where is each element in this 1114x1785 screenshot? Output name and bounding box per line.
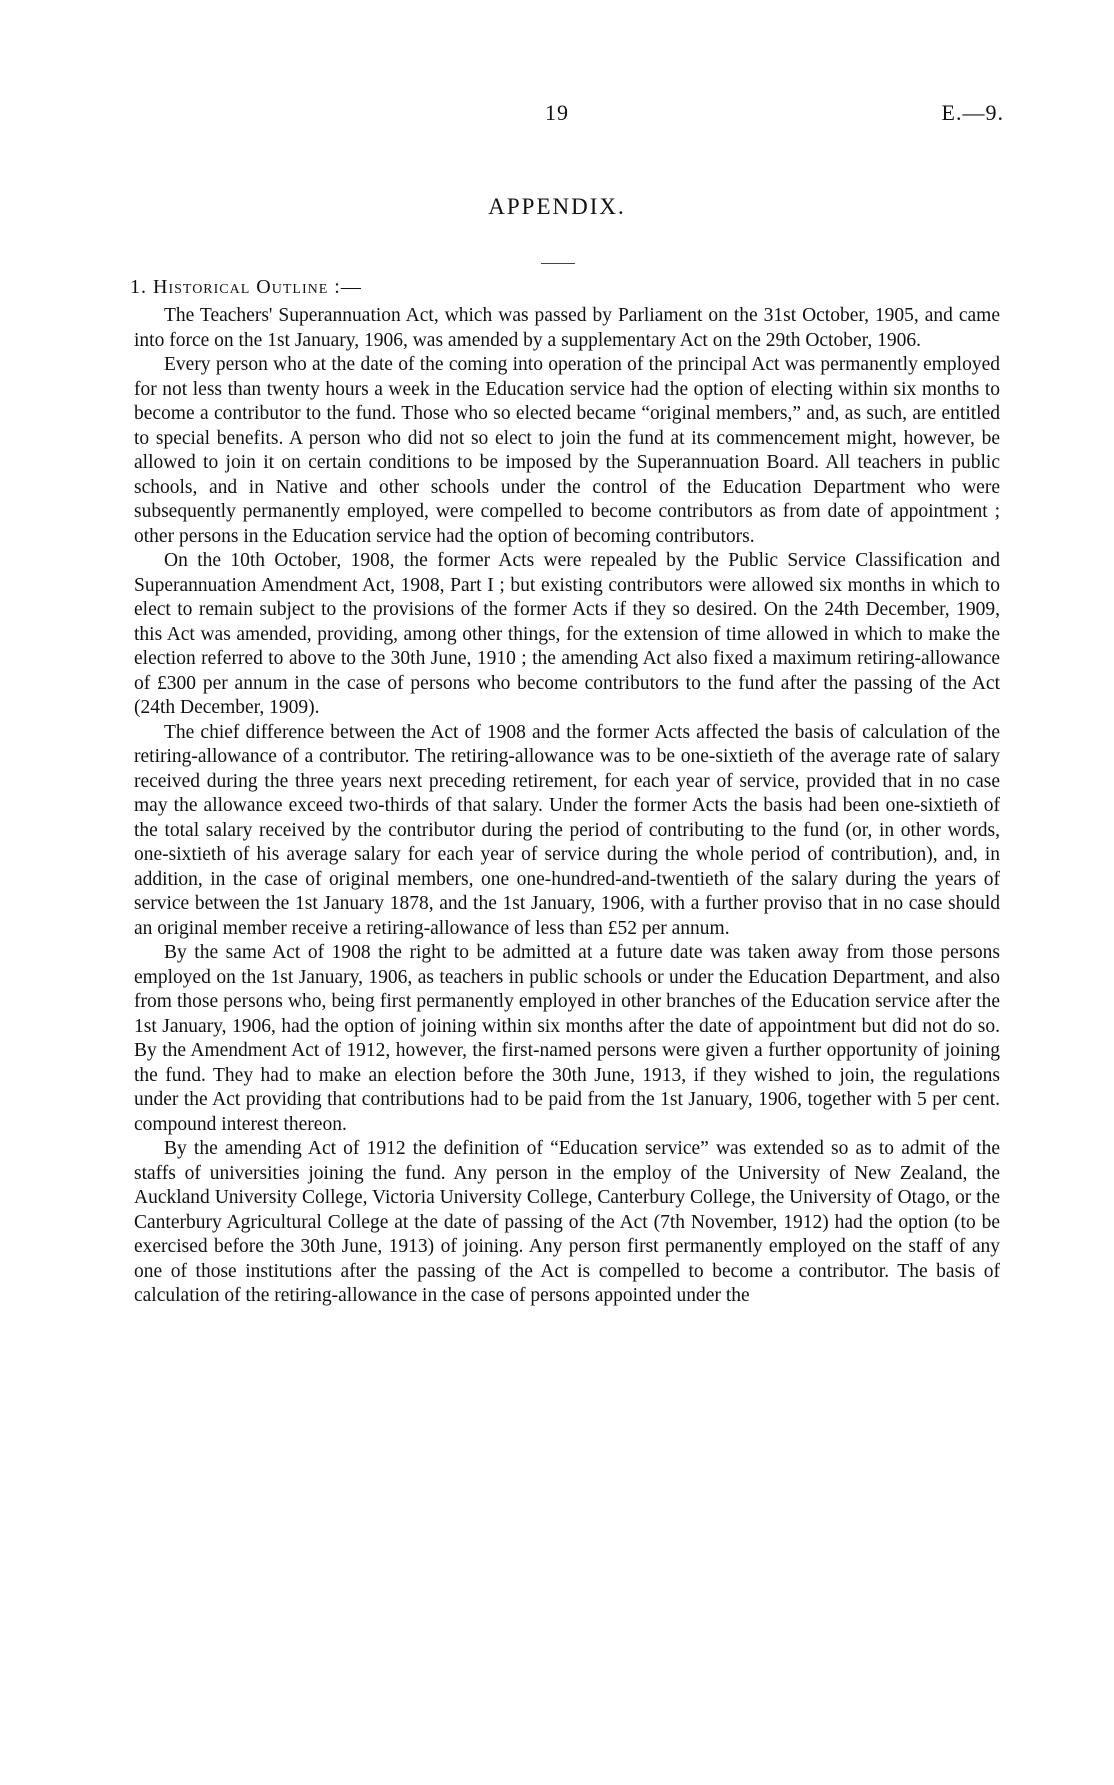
paragraph: On the 10th October, 1908, the former Acts were repealed by the Public Service Classification and Superannuation Amendment Act, 1908, Part I ; but existing contributors were allowed six months in which to elect to remain subject to the provisions of the former Acts if they so desired. On the 24th December, 1909, this Act was amended, providing, among other things, for the extension of time allowed in which to make the election referred to above to the 30th June, 1910 ; the amending Act also fixed a maximum retiring-allowance of £300 per annum in the case of persons who become contributors to the fund after the passing of the Act (24th December, 1909). (134, 550, 1000, 718)
section-heading: 1. Historical Outline :— (130, 276, 362, 298)
body-text (134, 304, 1000, 1309)
paragraph: The Teachers' Superannuation Act, which was passed by Parliament on the 31st October, 1905, and came into force on the 1st January, 1906, was amended by a supplementary Act on the 29th October, 1906. (134, 305, 1000, 351)
title-divider (541, 263, 575, 264)
paragraph: By the same Act of 1908 the right to be admitted at a future date was taken away from those persons employed on the 1st January, 1906, as teachers in public schools or under the Education Department, and also from those persons who, being first permanently employed in other branches of the Education service after the 1st January, 1906, had the option of joining within six months after the date of appointment but did not do so. By the Amendment Act of 1912, however, the first-named persons were given a further opportunity of joining the fund. They had to make an election before the 30th June, 1913, if they wished to join, the regulations under the Act providing that contributions had to be paid from the 1st January, 1906, together with 5 per cent. compound interest thereon. (134, 942, 1000, 1135)
document-reference: E.—9. (941, 100, 1004, 125)
appendix-title: APPENDIX. (488, 194, 626, 219)
paragraph: By the amending Act of 1912 the definition of “Education service” was extended so as to admit of the staffs of universities joining the fund. Any person in the employ of the University of New Zealand, the Auckland University College, Victoria University College, Canterbury College, the University of Otago, or the Canterbury Agricultural College at the date of passing of the Act (7th November, 1912) had the option (to be exercised before the 30th June, 1913) of joining. Any person first permanently employed on the staff of any one of those institutions after the passing of the Act is compelled to become a contributor. The basis of calculation of the retiring-allowance in the case of persons appointed under the (134, 1138, 1000, 1306)
paragraph: Every person who at the date of the coming into operation of the principal Act was permanently employed for not less than twenty hours a week in the Education service had the option of electing within six months to become a contributor to the fund. Those who so elected became “original members,” and, as such, are entitled to special benefits. A person who did not so elect to join the fund at its commencement might, however, be allowed to join it on certain conditions to be imposed by the Superannuation Board. All teachers in public schools, and in Native and other schools under the control of the Education Department who were subsequently permanently employed, were compelled to become contributors as from date of appointment ; other persons in the Education service had the option of becoming contributors. (134, 354, 1000, 547)
page-header (0, 100, 1114, 130)
paragraph: The chief difference between the Act of 1908 and the former Acts affected the basis of calculation of the retiring-allowance of a contributor. The retiring-allowance was to be one-sixtieth of the average rate of salary received during the three years next preceding retirement, for each year of service, provided that in no case may the allowance exceed two-thirds of that salary. Under the former Acts the basis had been one-sixtieth of the total salary received by the contributor during the period of contributing to the fund (or, in other words, one-sixtieth of his average salary for each year of service during the whole period of contribution), and, in addition, in the case of original members, one one-hundred-and-twentieth of the salary during the years of service between the 1st January 1878, and the 1st January, 1906, with a further proviso that in no case should an original member receive a retiring-allowance of less than £52 per annum. (134, 721, 1000, 939)
page-number: 19 (545, 100, 569, 125)
